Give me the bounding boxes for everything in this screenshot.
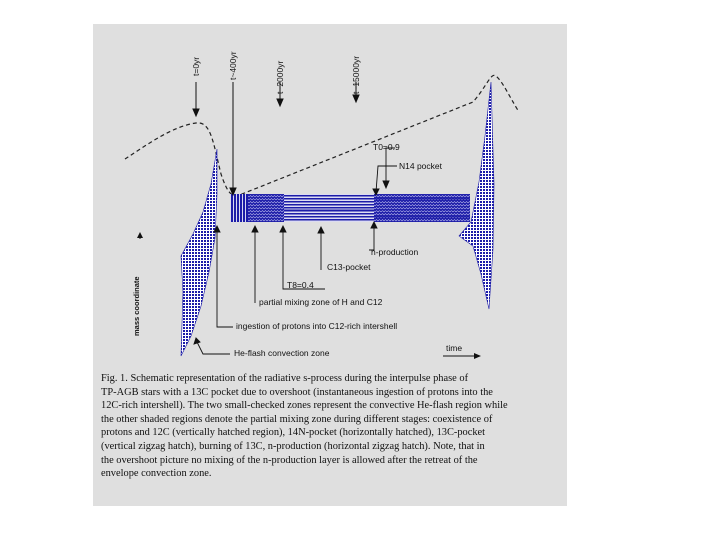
label-n14-pocket: N14 pocket [399, 161, 442, 171]
label-mass-coordinate: mass coordinate [132, 276, 141, 336]
caption-line: 12C-rich intershell). The two small-checked zones represent the convective He-flash region while [101, 400, 508, 412]
time-marker-arrows [193, 82, 359, 195]
caption-line: envelope convection zone. [101, 468, 212, 480]
caption-line: protons and 12C (vertically hatched region), 14N-pocket (horizontally hatched), 13C-pocket [101, 427, 486, 439]
label-ingestion: ingestion of protons into C12-rich intershell [236, 321, 398, 331]
c13-pocket-region [248, 194, 284, 222]
time-marker-0: t=0yr [191, 56, 201, 76]
time-marker-400: t~400yr [228, 51, 238, 80]
caption-line: Fig. 1. Schematic representation of the radiative s-process during the interpulse phase of [101, 373, 469, 384]
label-c13-pocket: C13-pocket [327, 262, 371, 272]
label-n-production: n-production [371, 247, 419, 257]
figure-page [93, 24, 567, 506]
schematic-figure [93, 24, 567, 369]
time-marker-15000: t~15000yr [351, 55, 361, 94]
label-time-axis: time [446, 343, 463, 353]
label-t0: T0=0.9 [373, 142, 400, 152]
caption-line: the other shaded regions denote the partial mixing zone during different stages: coexistence of [101, 413, 493, 425]
caption-line: the overshoot picture no mixing of the n-production layer is allowed after the retreat of the [101, 454, 478, 466]
n14-pocket-region [284, 194, 374, 222]
figure-caption [101, 372, 557, 481]
time-axis-arrow [443, 353, 481, 359]
envelope-boundary-dashed [125, 75, 519, 196]
proton-c12-region [230, 194, 248, 222]
label-partial-mixing: partial mixing zone of H and C12 [259, 297, 383, 307]
n-production-region [374, 194, 470, 222]
caption-line: (vertical zigzag hatch), burning of 13C, n-production (horizontal zigzag hatch). Note, that in [101, 440, 485, 452]
he-flash-zone-left [181, 149, 217, 356]
label-he-flash: He-flash convection zone [234, 348, 330, 358]
mass-axis-arrow [137, 232, 143, 239]
label-t8: T8=0.4 [287, 280, 314, 290]
time-marker-2000: t~2000yr [275, 60, 285, 94]
caption-line: TP-AGB stars with a 13C pocket due to overshoot (instantaneous ingestion of protons into the [101, 386, 493, 398]
